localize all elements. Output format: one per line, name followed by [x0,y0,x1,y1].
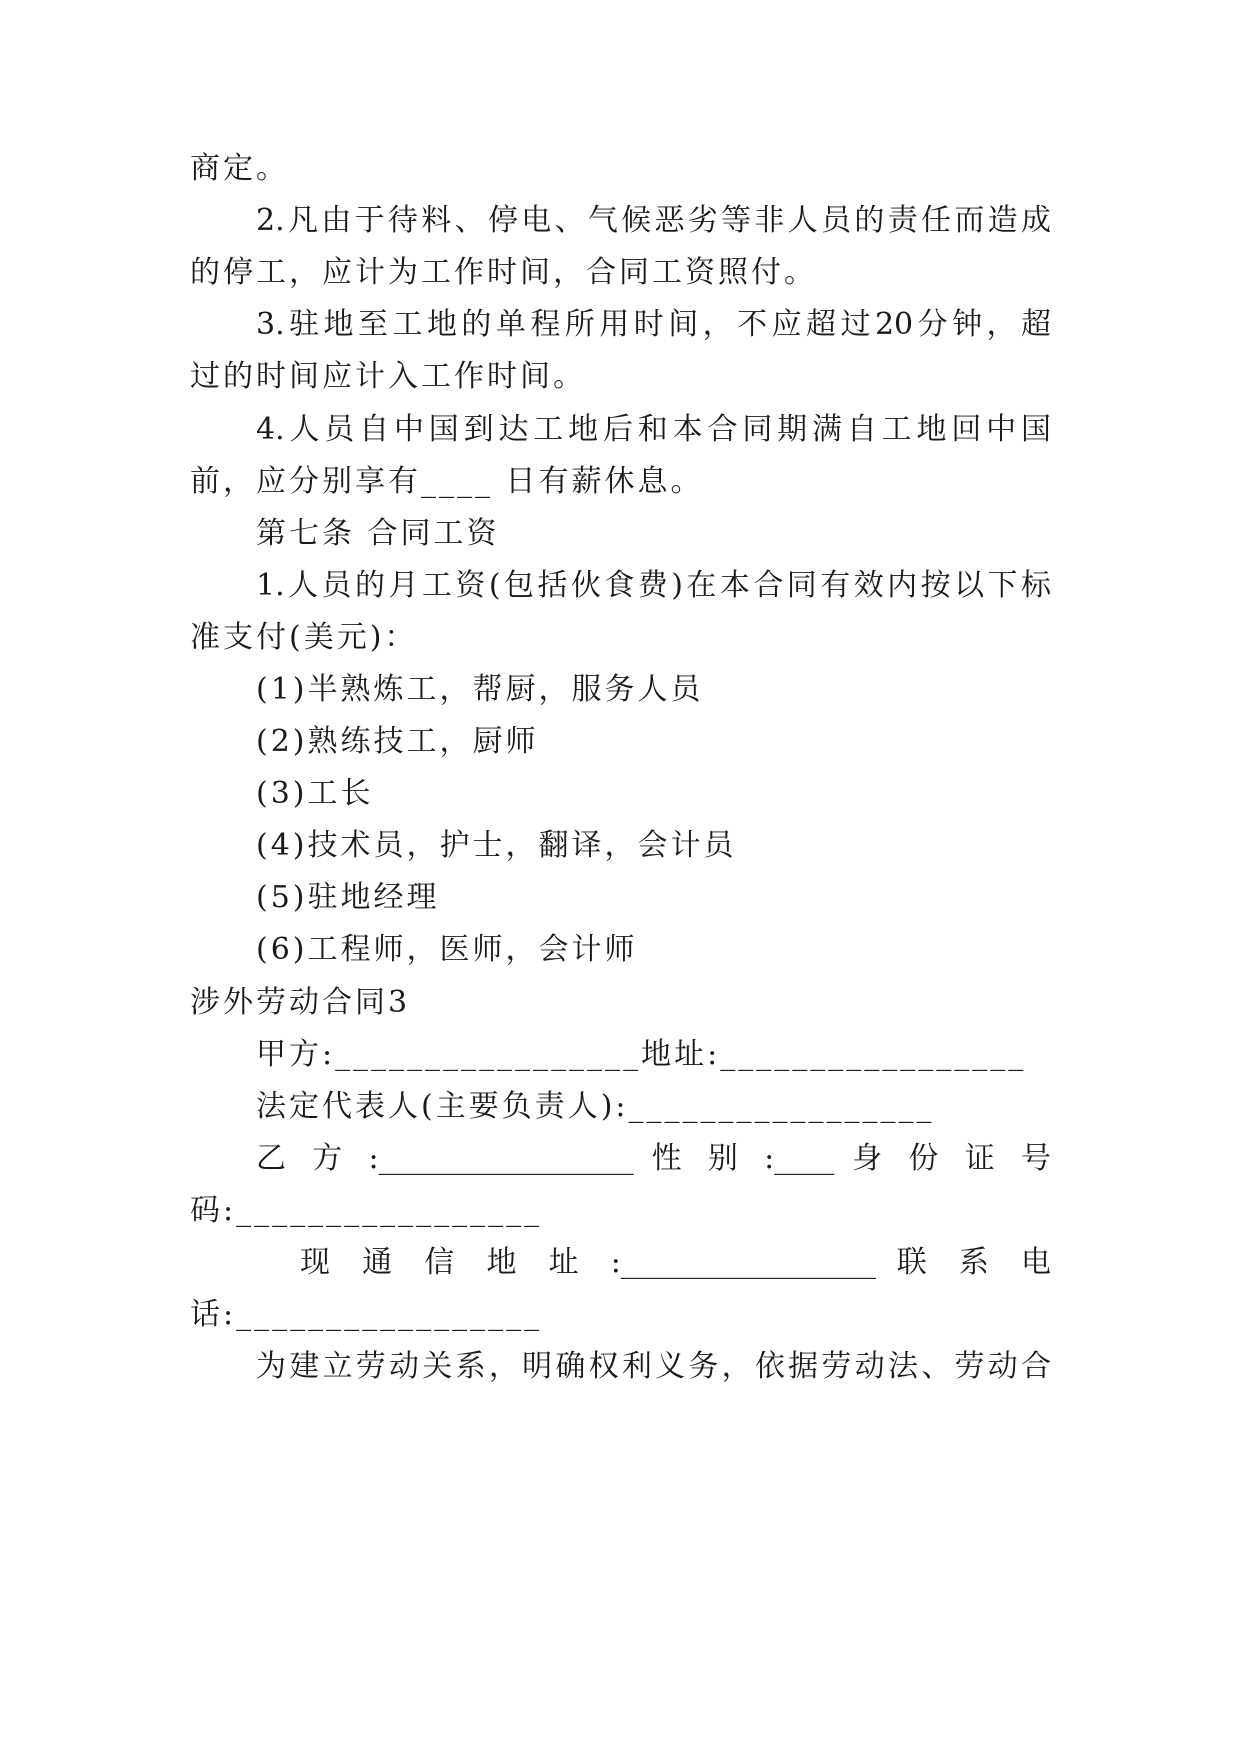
text-line: 的停工，应计为工作时间，合同工资照付。 [190,255,817,290]
list-item: (4)技术员，护士，翻译，会计员 [256,828,737,863]
legal-representative-field: 法定代表人(主要负责人):_________________ [256,1089,935,1124]
list-item: (2)熟练技工，厨师 [256,724,539,759]
list-item: (3)工长 [256,776,374,811]
text-line: 商定。 [190,151,289,186]
text-line: 3.驻地至工地的单程所用时间，不应超过20分钟，超 [256,307,1051,342]
text-line: 准支付(美元)： [190,620,418,655]
list-item: (5)驻地经理 [256,880,440,915]
text-line: 为建立劳动关系，明确权利义务，依据劳动法、劳动合 [256,1349,1051,1384]
list-item: (1)半熟炼工，帮厨，服务人员 [256,672,704,707]
id-number-field: 码:_________________ [190,1193,543,1228]
text-line: 1.人员的月工资(包括伙食费)在本合同有效内按以下标 [256,568,1051,603]
text-line: 过的时间应计入工作时间。 [190,359,586,394]
section-heading: 第七条 合同工资 [256,516,500,551]
document-title: 涉外劳动合同3 [190,985,411,1020]
phone-field: 话:_________________ [190,1297,543,1332]
address-field: 现 通 信 地 址 :_________________ 联 系 电 [300,1245,1051,1280]
party-b-field: 乙 方 :_________________ 性 别 :____ 身 份 证 号 [256,1141,1051,1176]
list-item: (6)工程师，医师，会计师 [256,932,638,967]
text-line: 2.凡由于待料、停电、气候恶劣等非人员的责任而造成 [256,203,1051,238]
text-line: 前，应分别享有____ 日有薪休息。 [190,464,704,499]
party-a-field: 甲方:_________________地址:_________________ [256,1037,1027,1072]
text-line: 4.人员自中国到达工地后和本合同期满自工地回中国 [256,412,1051,447]
